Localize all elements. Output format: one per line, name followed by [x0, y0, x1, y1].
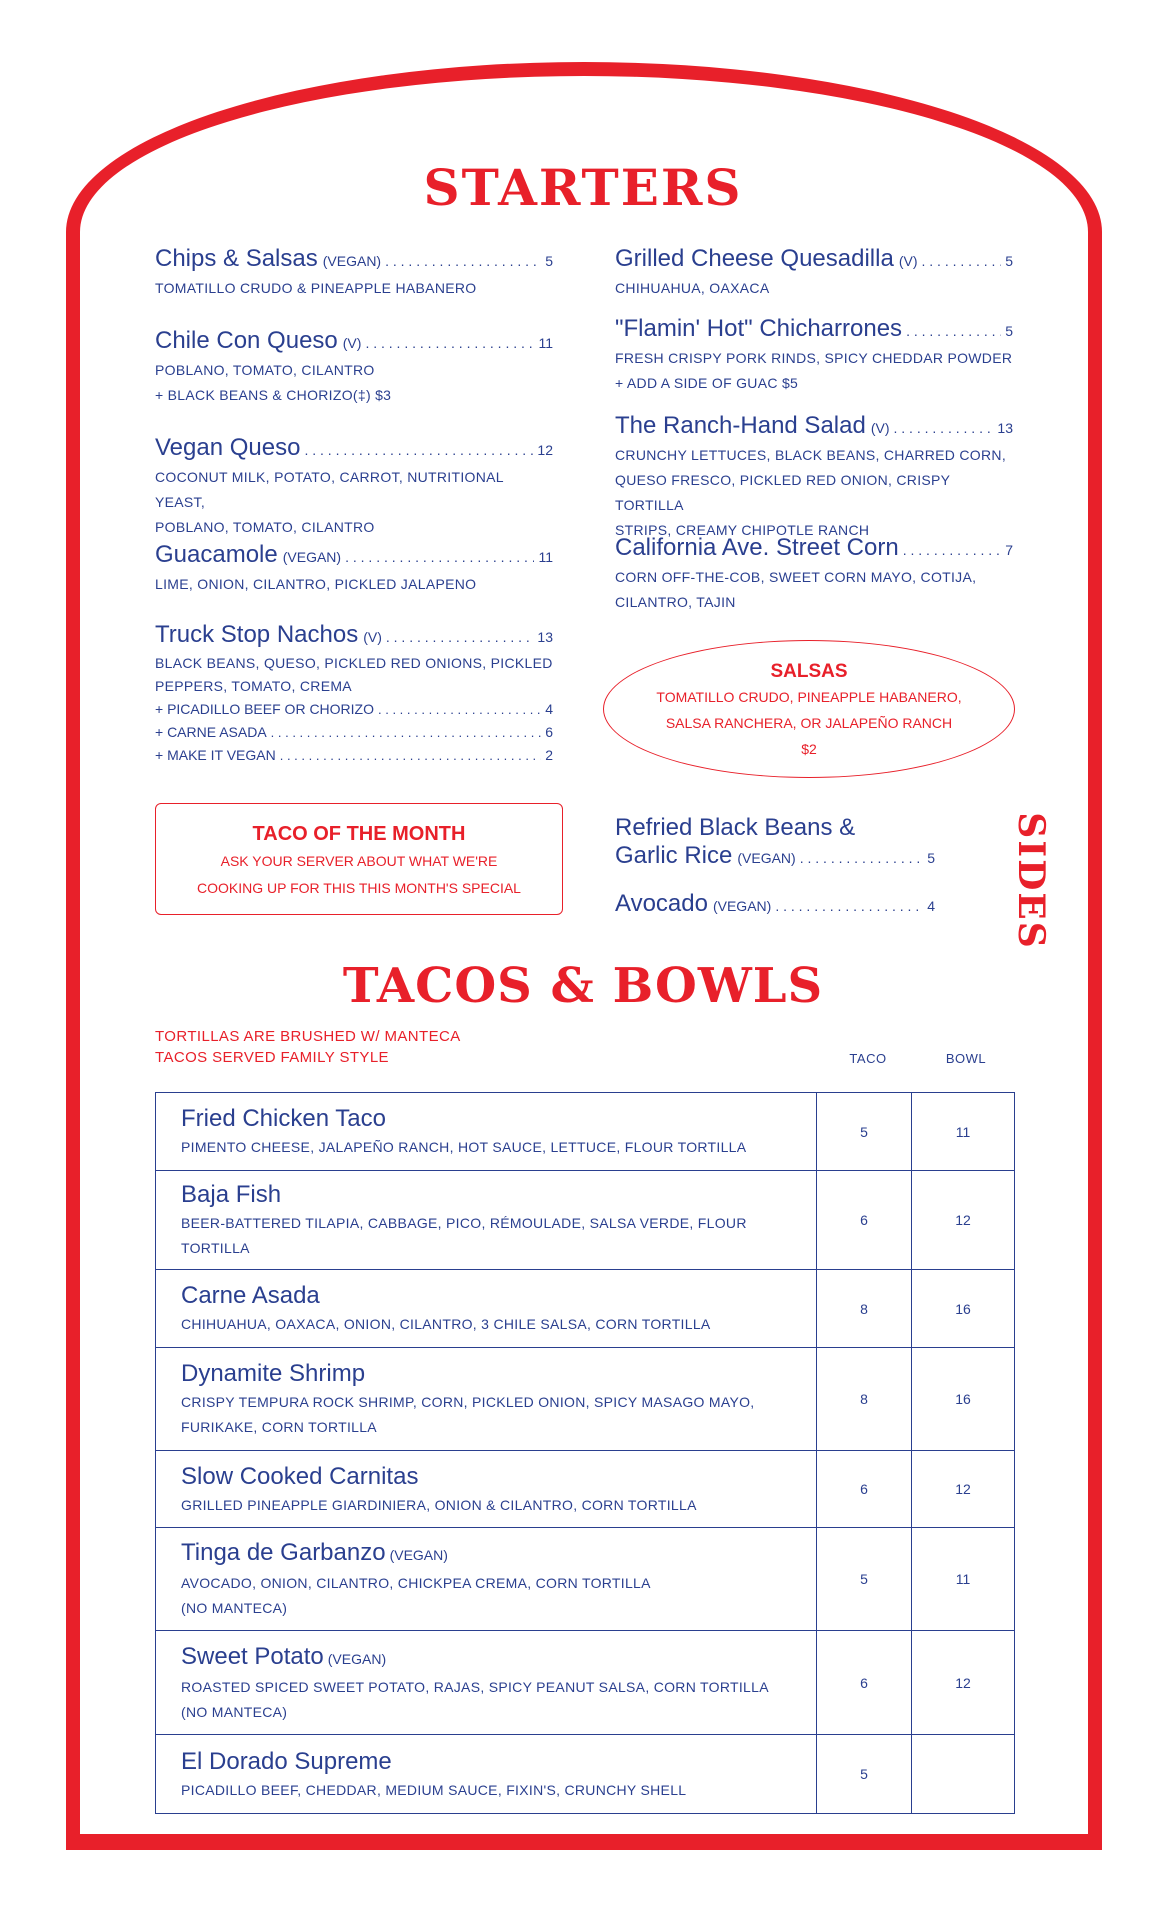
- taco-of-the-month-line: ASK YOUR SERVER ABOUT WHAT WE'RE: [220, 853, 498, 869]
- taco-price: 6: [817, 1171, 912, 1270]
- addon-price: 6: [545, 724, 553, 740]
- addon-label: + PICADILLO BEEF OR CHORIZO: [155, 701, 374, 717]
- taco-desc: PICADILLO BEEF, CHEDDAR, MEDIUM SAUCE, FIXIN'S, CRUNCHY SHELL: [181, 1781, 687, 1798]
- addon-label: + MAKE IT VEGAN: [155, 747, 276, 763]
- tacos-bowls-title: TACOS & BOWLS: [342, 958, 824, 1014]
- addon-row: [155, 744, 553, 767]
- item-desc: STRIPS, CREAMY CHIPOTLE RANCH: [615, 522, 870, 538]
- taco-price: 6: [817, 1631, 912, 1735]
- starter-item: [155, 620, 553, 767]
- table-row: [156, 1735, 1015, 1814]
- side-price: 4: [927, 898, 935, 914]
- item-price: 12: [537, 442, 553, 458]
- item-name: Guacamole: [155, 541, 278, 568]
- taco-price: 5: [817, 1528, 912, 1631]
- item-desc: BLACK BEANS, QUESO, PICKLED RED ONIONS, PICKLED: [155, 655, 553, 671]
- addon-row: [155, 698, 553, 721]
- bowl-price: 11: [912, 1093, 1015, 1171]
- taco-name: El Dorado Supreme: [181, 1747, 392, 1775]
- taco-cell: [156, 1348, 817, 1451]
- taco-cell: [156, 1093, 817, 1171]
- item-price: 7: [1005, 542, 1013, 558]
- bowl-price: 16: [912, 1348, 1015, 1451]
- item-name: California Ave. Street Corn: [615, 534, 899, 561]
- addon-price: 4: [545, 701, 553, 717]
- table-row: [156, 1451, 1015, 1528]
- starters-title: STARTERS: [423, 158, 743, 217]
- bowl-column-header: BOWL: [945, 1051, 987, 1066]
- item-desc: COCONUT MILK, POTATO, CARROT, NUTRITIONAL YEAST,: [155, 469, 504, 510]
- item-price: 5: [545, 253, 553, 269]
- table-row: [156, 1171, 1015, 1270]
- item-desc: FRESH CRISPY PORK RINDS, SPICY CHEDDAR POWDER: [615, 350, 1013, 366]
- taco-price: 8: [817, 1348, 912, 1451]
- item-desc: POBLANO, TOMATO, CILANTRO: [155, 519, 375, 535]
- item-price: 11: [538, 549, 553, 565]
- side-tag: (VEGAN): [737, 850, 796, 866]
- item-tag: (V): [342, 335, 362, 351]
- starter-item: [155, 244, 553, 301]
- salsas-line: TOMATILLO CRUDO, PINEAPPLE HABANERO,: [656, 689, 962, 705]
- item-desc: CORN OFF-THE-COB, SWEET CORN MAYO, COTIJA,: [615, 569, 977, 585]
- taco-of-the-month-title: TACO OF THE MONTH: [252, 823, 466, 845]
- starter-item: [155, 540, 553, 597]
- taco-cell: [156, 1451, 817, 1528]
- side-price: 5: [927, 850, 935, 866]
- tacos-table: [155, 1092, 1015, 1814]
- item-price: 5: [1005, 323, 1013, 339]
- item-name: Vegan Queso: [155, 434, 301, 461]
- taco-desc: CHIHUAHUA, OAXACA, ONION, CILANTRO, 3 CHILE SALSA, CORN TORTILLA: [181, 1316, 711, 1332]
- side-name: Garlic Rice: [615, 842, 733, 869]
- taco-name: Carne Asada: [181, 1282, 320, 1309]
- item-desc: QUESO FRESCO, PICKLED RED ONION, CRISPY TORTILLA: [615, 472, 951, 513]
- taco-column-header: TACO: [849, 1051, 887, 1066]
- taco-cell: [156, 1270, 817, 1348]
- taco-of-the-month-box: [155, 803, 563, 915]
- taco-desc: PIMENTO CHEESE, JALAPEÑO RANCH, HOT SAUCE, LETTUCE, FLOUR TORTILLA: [181, 1139, 747, 1155]
- item-desc: CHIHUAHUA, OAXACA: [615, 280, 770, 296]
- item-name: Chips & Salsas: [155, 245, 318, 272]
- item-tag: (VEGAN): [282, 549, 342, 565]
- item-price: 13: [537, 629, 553, 645]
- salsas-line: SALSA RANCHERA, OR JALAPEÑO RANCH: [665, 715, 953, 731]
- addon-row: [155, 721, 553, 744]
- starter-item: [615, 314, 1013, 396]
- item-name: Grilled Cheese Quesadilla: [615, 245, 894, 272]
- salsas-title: SALSAS: [770, 661, 848, 682]
- item-desc: TOMATILLO CRUDO & PINEAPPLE HABANERO: [155, 280, 477, 296]
- taco-name: Sweet Potato: [181, 1642, 324, 1670]
- side-item: [615, 889, 935, 921]
- taco-desc: AVOCADO, ONION, CILANTRO, CHICKPEA CREMA, CORN TORTILLA: [181, 1575, 651, 1591]
- taco-name: Dynamite Shrimp: [181, 1360, 366, 1387]
- taco-desc: ROASTED SPICED SWEET POTATO, RAJAS, SPICY PEANUT SALSA, CORN TORTILLA: [181, 1678, 769, 1695]
- item-tag: (V): [898, 253, 918, 269]
- addon-label: + CARNE ASADA: [155, 724, 267, 740]
- side-name: Avocado: [615, 890, 708, 917]
- taco-price: 6: [817, 1451, 912, 1528]
- taco-desc: BEER-BATTERED TILAPIA, CABBAGE, PICO, RÉMOULADE, SALSA VERDE, FLOUR TORTILLA: [181, 1215, 747, 1256]
- side-item: [615, 813, 935, 871]
- taco-name: Fried Chicken Taco: [181, 1105, 386, 1132]
- side-name: Refried Black Beans &: [615, 814, 856, 841]
- bowl-price: [912, 1735, 1015, 1814]
- item-desc: + ADD A SIDE OF GUAC $5: [615, 375, 799, 391]
- taco-desc: GRILLED PINEAPPLE GIARDINIERA, ONION & CILANTRO, CORN TORTILLA: [181, 1496, 697, 1513]
- bowl-price: 12: [912, 1171, 1015, 1270]
- taco-desc: (NO MANTECA): [181, 1600, 288, 1616]
- item-desc: CRUNCHY LETTUCES, BLACK BEANS, CHARRED CORN,: [615, 447, 1007, 463]
- item-desc: POBLANO, TOMATO, CILANTRO: [155, 362, 375, 378]
- item-price: 5: [1005, 253, 1013, 269]
- bowl-price: 12: [912, 1631, 1015, 1735]
- taco-cell: [156, 1171, 817, 1270]
- table-row: [156, 1631, 1015, 1735]
- taco-tag: (VEGAN): [389, 1547, 448, 1563]
- taco-of-the-month-line: COOKING UP FOR THIS THIS MONTH'S SPECIAL: [197, 880, 521, 896]
- taco-price: 5: [817, 1093, 912, 1171]
- item-name: "Flamin' Hot" Chicharrones: [615, 315, 903, 342]
- taco-name: Tinga de Garbanzo: [181, 1539, 386, 1566]
- starter-item: [155, 326, 553, 408]
- bowl-price: 12: [912, 1451, 1015, 1528]
- taco-cell: [156, 1528, 817, 1631]
- starter-item: [615, 411, 1013, 543]
- taco-desc: FURIKAKE, CORN TORTILLA: [181, 1419, 377, 1435]
- item-price: 13: [997, 420, 1013, 436]
- table-row: [156, 1348, 1015, 1451]
- bowl-price: 11: [912, 1528, 1015, 1631]
- taco-desc: (NO MANTECA): [181, 1703, 288, 1720]
- taco-name: Slow Cooked Carnitas: [181, 1462, 419, 1490]
- item-tag: (V): [363, 629, 382, 645]
- taco-price: 8: [817, 1270, 912, 1348]
- taco-price: 5: [817, 1735, 912, 1814]
- starter-item: [615, 244, 1013, 301]
- item-name: Truck Stop Nachos: [155, 621, 359, 648]
- item-tag: (V): [870, 420, 890, 436]
- table-row: [156, 1270, 1015, 1348]
- tacos-note: TORTILLAS ARE BRUSHED W/ MANTECA: [155, 1028, 461, 1045]
- item-price: 11: [538, 335, 553, 351]
- item-tag: (VEGAN): [322, 253, 382, 269]
- taco-desc: CRISPY TEMPURA ROCK SHRIMP, CORN, PICKLED ONION, SPICY MASAGO MAYO,: [181, 1394, 755, 1410]
- addon-price: 2: [545, 747, 553, 763]
- starter-item: [155, 433, 553, 540]
- bowl-price: 16: [912, 1270, 1015, 1348]
- taco-tag: (VEGAN): [327, 1650, 387, 1667]
- salsas-callout: [603, 640, 1015, 778]
- tacos-notes: [155, 1026, 461, 1068]
- side-tag: (VEGAN): [712, 898, 772, 914]
- tacos-note: TACOS SERVED FAMILY STYLE: [155, 1049, 389, 1066]
- sides-title: SIDES: [1009, 812, 1052, 950]
- taco-cell: [156, 1735, 817, 1814]
- salsas-price: $2: [801, 741, 817, 757]
- item-desc: PEPPERS, TOMATO, CREMA: [155, 678, 352, 694]
- table-row: [156, 1093, 1015, 1171]
- item-name: The Ranch-Hand Salad: [615, 412, 866, 439]
- table-row: [156, 1528, 1015, 1631]
- item-name: Chile Con Queso: [155, 327, 338, 354]
- taco-cell: [156, 1631, 817, 1735]
- taco-name: Baja Fish: [181, 1181, 282, 1208]
- starter-item: [615, 533, 1013, 615]
- item-desc: CILANTRO, TAJIN: [615, 594, 736, 610]
- item-desc: LIME, ONION, CILANTRO, PICKLED JALAPENO: [155, 576, 477, 592]
- item-desc: + BLACK BEANS & CHORIZO(‡) $3: [155, 387, 392, 403]
